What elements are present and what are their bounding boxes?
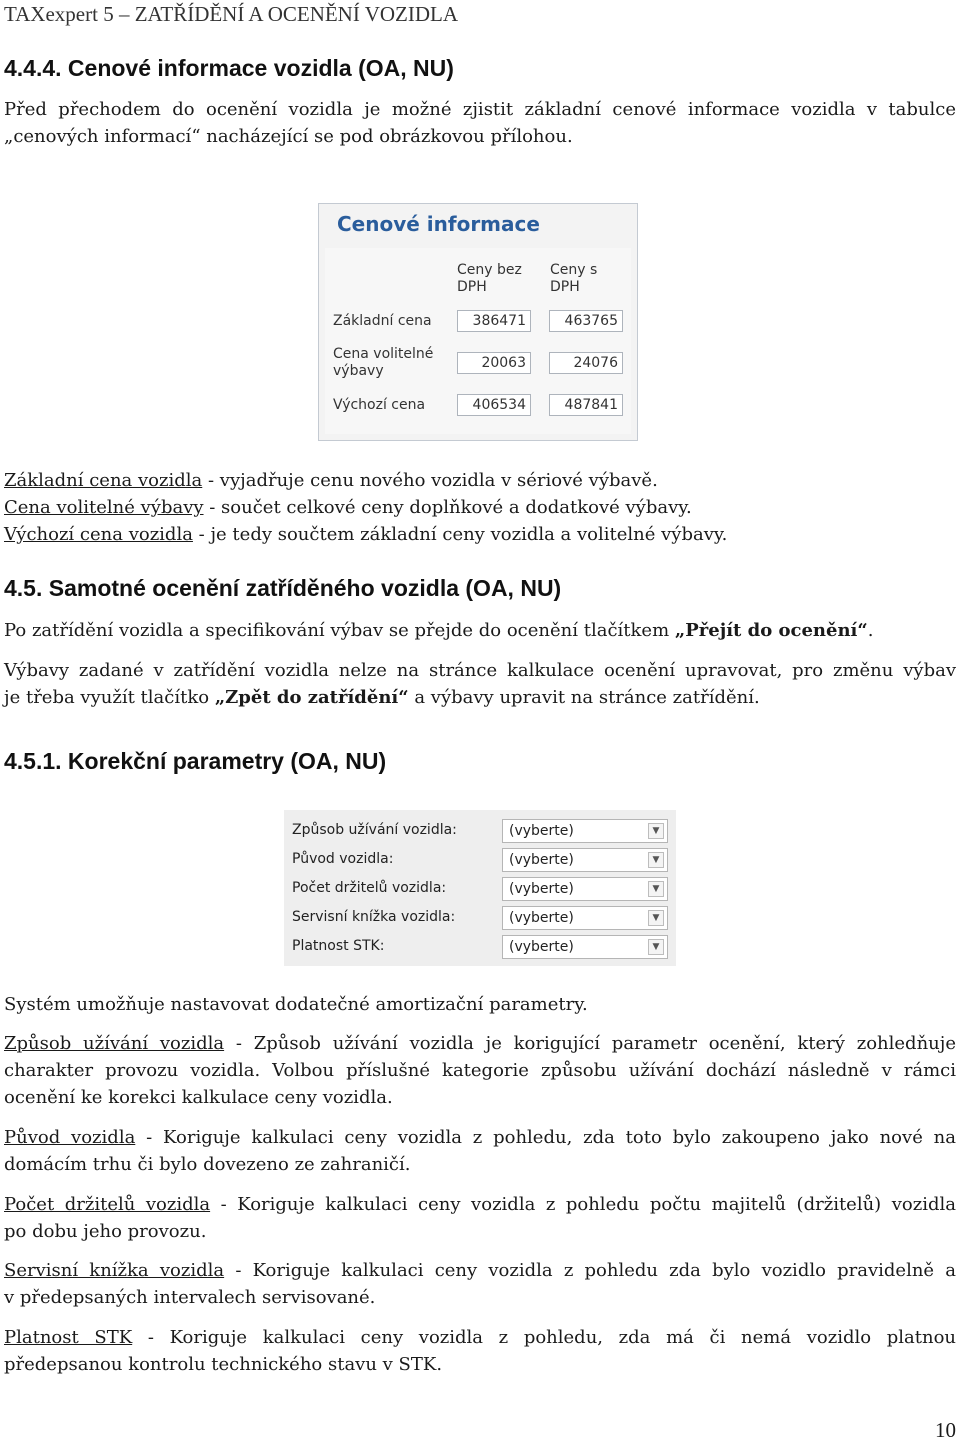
- stk-select[interactable]: [502, 935, 668, 959]
- chevron-down-icon[interactable]: ▼: [648, 939, 664, 955]
- paragraph-text: - Způsob užívání vozidla je korigující parametr ocenění, který zohledňuje: [224, 1033, 956, 1054]
- origin-select[interactable]: [502, 848, 668, 872]
- chevron-down-icon[interactable]: ▼: [648, 881, 664, 897]
- service-term: Servisní knížka vozidla: [4, 1260, 225, 1281]
- price-info-panel: [318, 203, 638, 441]
- price-panel-title: Cenové informace: [337, 212, 540, 236]
- paragraph-text: a výbavy upravit na stránce zatřídění.: [408, 687, 760, 708]
- field-label-owners: Počet držitelů vozidla:: [292, 880, 447, 896]
- usage-paragraph-line: [4, 1030, 956, 1057]
- system-paragraph: Systém umožňuje nastavovat dodatečné amortizační parametry.: [4, 994, 588, 1015]
- button-reference-prejit-do-oceneni: „Přejít do ocenění“: [674, 620, 868, 641]
- paragraph-text: - Koriguje kalkulaci ceny vozidla z pohledu počtu majitelů (držitelů) vozidla: [210, 1194, 956, 1215]
- service-paragraph-line: [4, 1257, 956, 1284]
- correction-parameters-form: [284, 810, 676, 966]
- section-45-paragraph-2-line: [4, 684, 760, 711]
- section-45-paragraph-1: [4, 617, 873, 644]
- paragraph-text: - Koriguje kalkulaci ceny vozidla z pohledu, zda toto bylo zakoupeno jako nové na: [135, 1127, 956, 1148]
- field-label-origin: Původ vozidla:: [292, 851, 394, 867]
- definition-term: Cena volitelné výbavy: [4, 497, 204, 518]
- basic-price-with-vat: 463765: [549, 310, 623, 332]
- usage-select-value: (vyberte): [509, 823, 574, 839]
- origin-paragraph-line: domácím trhu či bylo dovezeno ze zahraničí.: [4, 1154, 411, 1175]
- initial-price-without-vat: 406534: [457, 394, 531, 416]
- definition-basic-price: [4, 467, 658, 494]
- column-header-without-vat: Ceny bez DPH: [457, 262, 522, 295]
- usage-select[interactable]: [502, 819, 668, 843]
- usage-term: Způsob užívání vozidla: [4, 1033, 225, 1054]
- owners-paragraph-line: po dobu jeho provozu.: [4, 1221, 207, 1242]
- stk-select-value: (vyberte): [509, 939, 574, 955]
- row-label-initial-price: Výchozí cena: [333, 397, 426, 413]
- paragraph-text: - Koriguje kalkulaci ceny vozidla z pohledu, zda má či nemá vozidlo platnou: [132, 1327, 956, 1348]
- chevron-down-icon[interactable]: ▼: [648, 910, 664, 926]
- intro-paragraph-line: „cenových informací“ nacházející se pod obrázkovou přílohou.: [4, 126, 573, 147]
- paragraph-text: .: [867, 620, 874, 641]
- paragraph-text: je třeba využít tlačítko: [4, 687, 215, 708]
- page-number: 10: [935, 1418, 956, 1442]
- column-header-with-vat: Ceny s DPH: [550, 262, 598, 295]
- optional-equipment-with-vat: 24076: [549, 352, 623, 374]
- row-label-optional-equipment: Cena volitelné výbavy: [333, 346, 434, 379]
- section-heading-samotne-oceneni: 4.5. Samotné ocenění zatříděného vozidla (OA, NU): [4, 575, 562, 601]
- stk-paragraph-line: předepsanou kontrolu technického stavu v STK.: [4, 1354, 443, 1375]
- definition-text: - je tedy součtem základní ceny vozidla a volitelné výbavy.: [192, 524, 728, 545]
- stk-term: Platnost STK: [4, 1327, 133, 1348]
- chevron-down-icon[interactable]: ▼: [648, 823, 664, 839]
- intro-paragraph-line: Před přechodem do ocenění vozidla je možné zjistit základní cenové informace vozidla v tabulce: [4, 99, 956, 120]
- paragraph-text: - Koriguje kalkulaci ceny vozidla z pohledu zda bylo vozidlo pravidelně a: [224, 1260, 957, 1281]
- optional-equipment-without-vat: 20063: [457, 352, 531, 374]
- field-label-stk: Platnost STK:: [292, 938, 385, 954]
- definition-optional-equipment: [4, 494, 692, 521]
- origin-select-value: (vyberte): [509, 852, 574, 868]
- usage-paragraph-line: ocenění ke korekci kalkulace ceny vozidla.: [4, 1087, 393, 1108]
- service-book-select-value: (vyberte): [509, 910, 574, 926]
- owners-select[interactable]: [502, 877, 668, 901]
- running-header: TAXexpert 5 – ZATŘÍDĚNÍ A OCENĚNÍ VOZIDLA: [4, 2, 459, 26]
- section-45-paragraph-2-line: Výbavy zadané v zatřídění vozidla nelze na stránce kalkulace ocenění upravovat, pro změnu výbav: [4, 660, 956, 681]
- definition-term: Výchozí cena vozidla: [4, 524, 193, 545]
- owners-paragraph-line: [4, 1191, 956, 1218]
- basic-price-without-vat: 386471: [457, 310, 531, 332]
- origin-paragraph-line: [4, 1124, 956, 1151]
- chevron-down-icon[interactable]: ▼: [648, 852, 664, 868]
- definition-text: - součet celkové ceny doplňkové a dodatkové výbavy.: [203, 497, 692, 518]
- usage-paragraph-line: charakter provozu vozidla. Volbou příslušné kategorie způsobu užívání dochází následně v rámci: [4, 1060, 956, 1081]
- stk-paragraph-line: [4, 1324, 956, 1351]
- definition-term: Základní cena vozidla: [4, 470, 203, 491]
- section-heading-cenove-informace: 4.4.4. Cenové informace vozidla (OA, NU): [4, 55, 454, 81]
- service-book-select[interactable]: [502, 906, 668, 930]
- definition-text: - vyjadřuje cenu nového vozidla v sériové výbavě.: [202, 470, 658, 491]
- definition-initial-price: [4, 521, 727, 548]
- owners-term: Počet držitelů vozidla: [4, 1194, 211, 1215]
- service-paragraph-line: v předepsaných intervalech servisované.: [4, 1287, 376, 1308]
- button-reference-zpet-do-zatrideni: „Zpět do zatřídění“: [214, 687, 409, 708]
- paragraph-text: Po zatřídění vozidla a specifikování výbav se přejde do ocenění tlačítkem: [4, 620, 675, 641]
- section-heading-korekcni-parametry: 4.5.1. Korekční parametry (OA, NU): [4, 748, 387, 774]
- row-label-basic-price: Základní cena: [333, 313, 432, 329]
- owners-select-value: (vyberte): [509, 881, 574, 897]
- field-label-service-book: Servisní knížka vozidla:: [292, 909, 456, 925]
- field-label-usage: Způsob užívání vozidla:: [292, 822, 457, 838]
- initial-price-with-vat: 487841: [549, 394, 623, 416]
- origin-term: Původ vozidla: [4, 1127, 136, 1148]
